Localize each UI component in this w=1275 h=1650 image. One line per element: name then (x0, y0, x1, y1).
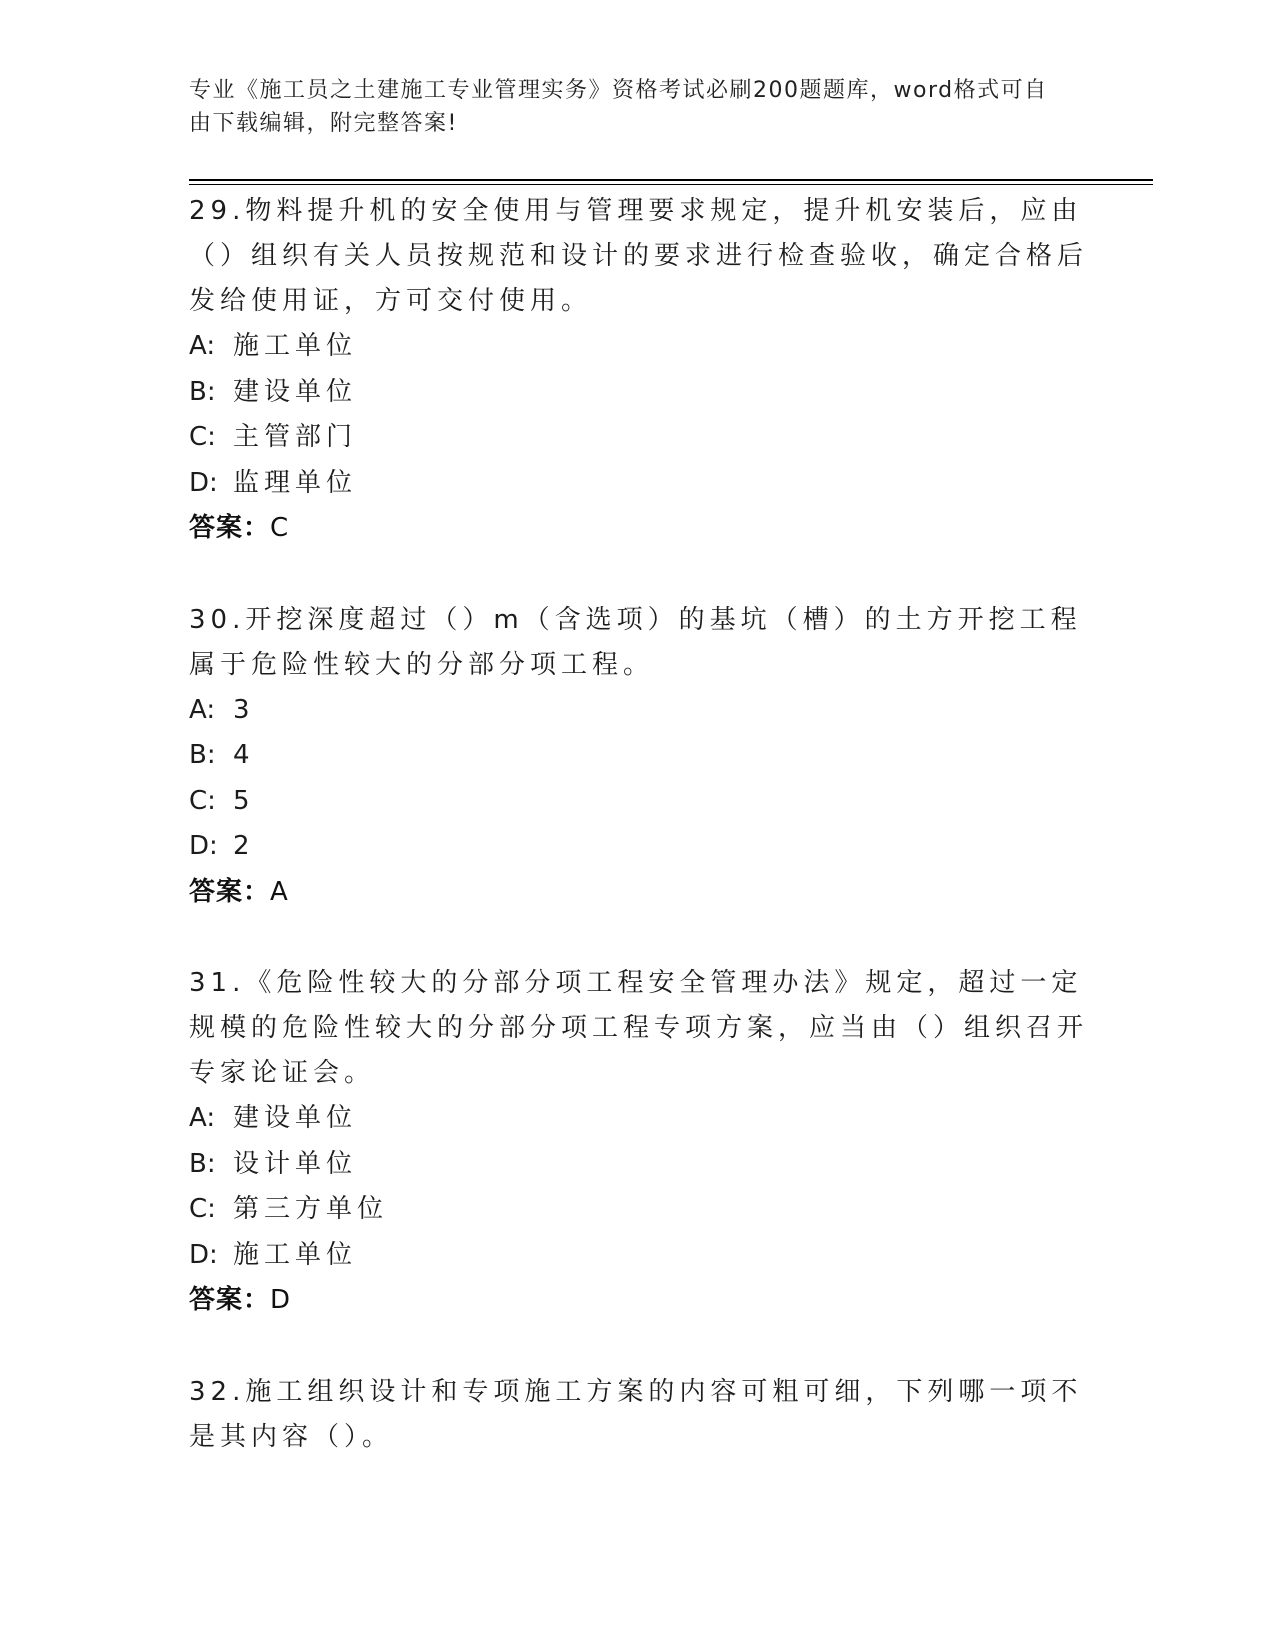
option-c (189, 779, 1089, 825)
option-text: 4 (233, 740, 255, 770)
option-text: 2 (233, 831, 255, 861)
option-key: D: (189, 831, 218, 861)
question-text: 31.《危险性较大的分部分项工程安全管理办法》规定，超过一定规模的危险性较大的分部分项工程专项方案，应当由（）组织召开专家论证会。 (189, 968, 1089, 1088)
option-key: D: (189, 467, 218, 498)
option-text: 5 (233, 785, 255, 816)
answer-value: A (270, 876, 289, 907)
question-spacer (189, 552, 1089, 598)
option-text: 建设单位 (233, 1103, 358, 1133)
option-b (189, 1142, 1089, 1188)
option-text: 施工单位 (233, 1239, 358, 1270)
question-text: 32.施工组织设计和专项施工方案的内容可粗可细，下列哪一项不是其内容（）。 (189, 1376, 1083, 1452)
option-key: A: (189, 331, 216, 361)
answer-label: 答案： (189, 876, 271, 907)
question-31 (189, 961, 1089, 1324)
option-text: 3 (233, 694, 255, 725)
option-text: 第三方单位 (233, 1194, 389, 1224)
option-d (189, 461, 1089, 507)
question-text: 29.物料提升机的安全使用与管理要求规定，提升机安装后，应由（）组织有关人员按规范和设计的要求进行检查验收，确定合格后发给使用证，方可交付使用。 (189, 196, 1089, 316)
document-header-title: 专业《施工员之土建施工专业管理实务》资格考试必刷200题题库，word格式可自由下载编辑，附完整答案! (189, 78, 1048, 136)
option-key: B: (189, 740, 216, 770)
option-a (189, 688, 1089, 734)
answer-line (189, 870, 1089, 916)
header-divider-thin (189, 184, 1153, 185)
question-29 (189, 189, 1089, 552)
question-30 (189, 598, 1089, 916)
option-key: C: (189, 1194, 216, 1224)
option-text: 设计单位 (233, 1148, 358, 1179)
question-list (189, 189, 1089, 1460)
option-key: B: (189, 1148, 216, 1179)
option-d (189, 1233, 1089, 1279)
answer-value: C (270, 513, 290, 543)
answer-label: 答案： (189, 513, 271, 543)
option-text: 监理单位 (233, 467, 358, 498)
option-b (189, 733, 1089, 779)
option-c (189, 1187, 1089, 1233)
question-32 (189, 1370, 1089, 1460)
question-text: 30.开挖深度超过（）m（含选项）的基坑（槽）的土方开挖工程属于危险性较大的分部分项工程。 (189, 604, 1082, 680)
option-c (189, 415, 1089, 461)
question-spacer (189, 1324, 1089, 1370)
option-key: C: (189, 422, 216, 452)
question-spacer (189, 915, 1089, 961)
option-key: D: (189, 1239, 218, 1270)
option-text: 建设单位 (233, 376, 358, 407)
option-text: 主管部门 (233, 422, 358, 452)
answer-value: D (270, 1285, 292, 1315)
answer-line (189, 506, 1089, 552)
option-a (189, 1096, 1089, 1142)
option-key: A: (189, 1103, 216, 1133)
option-a (189, 324, 1089, 370)
option-key: A: (189, 694, 216, 725)
option-d (189, 824, 1089, 870)
option-key: C: (189, 785, 216, 816)
answer-line (189, 1278, 1089, 1324)
header-divider-thick (189, 179, 1153, 181)
option-text: 施工单位 (233, 331, 358, 361)
answer-label: 答案： (189, 1285, 271, 1315)
option-key: B: (189, 376, 216, 407)
option-b (189, 370, 1089, 416)
